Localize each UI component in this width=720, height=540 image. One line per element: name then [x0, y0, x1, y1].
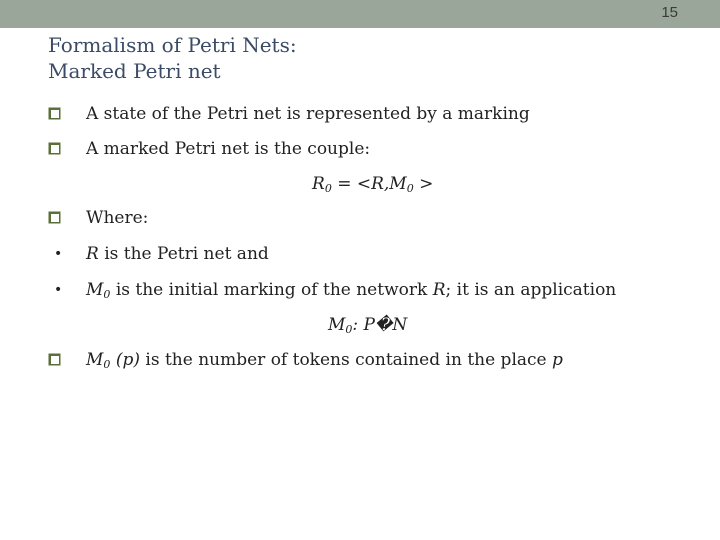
formula-marked-net [312, 173, 433, 200]
dot-bullet-icon: • [54, 246, 63, 262]
sub-bullet-text [86, 243, 269, 265]
formula-part: : P�N [352, 315, 408, 335]
bullet-text: A marked Petri net is the couple: [86, 139, 371, 159]
square-bullet-icon [48, 353, 61, 366]
dot-bullet-icon: • [54, 282, 63, 298]
variable-m: M [86, 280, 104, 300]
formula-subscript: 0 [345, 323, 353, 336]
text-part: is the initial marking of the network [110, 280, 433, 300]
page-number: 15 [661, 4, 678, 21]
subscript: 0 [103, 288, 111, 301]
text-part: is the Petri net and [98, 244, 269, 264]
bullet-text: Where: [86, 208, 149, 228]
formula-part: = <R,M [331, 174, 407, 194]
bullet-text: A state of the Petri net is represented by a marking [86, 104, 530, 124]
bullet-text [86, 349, 563, 376]
top-bar [0, 0, 720, 28]
text-part: ; it is an application [445, 280, 617, 300]
variable-p: p [552, 350, 563, 370]
text-part: is the number of tokens contained in the place [139, 350, 553, 370]
square-bullet-icon [48, 142, 61, 155]
slide-title-line-2: Marked Petri net [48, 59, 221, 83]
formula-subscript: 0 [324, 182, 332, 195]
square-bullet-icon [48, 107, 61, 120]
formula-part: M [328, 315, 346, 335]
sub-bullet-text [86, 279, 616, 306]
formula-application [328, 314, 407, 341]
variable-r: R [432, 280, 446, 300]
argument-p: (p) [110, 350, 140, 370]
square-bullet-icon [48, 211, 61, 224]
slide-title-line-1: Formalism of Petri Nets: [48, 33, 297, 57]
variable-m: M [86, 350, 104, 370]
formula-subscript: 0 [406, 182, 414, 195]
subscript: 0 [103, 358, 111, 371]
formula-part: > [413, 174, 434, 194]
formula-part: R [312, 174, 325, 194]
slide-title [48, 32, 297, 84]
variable-r: R [86, 244, 99, 264]
